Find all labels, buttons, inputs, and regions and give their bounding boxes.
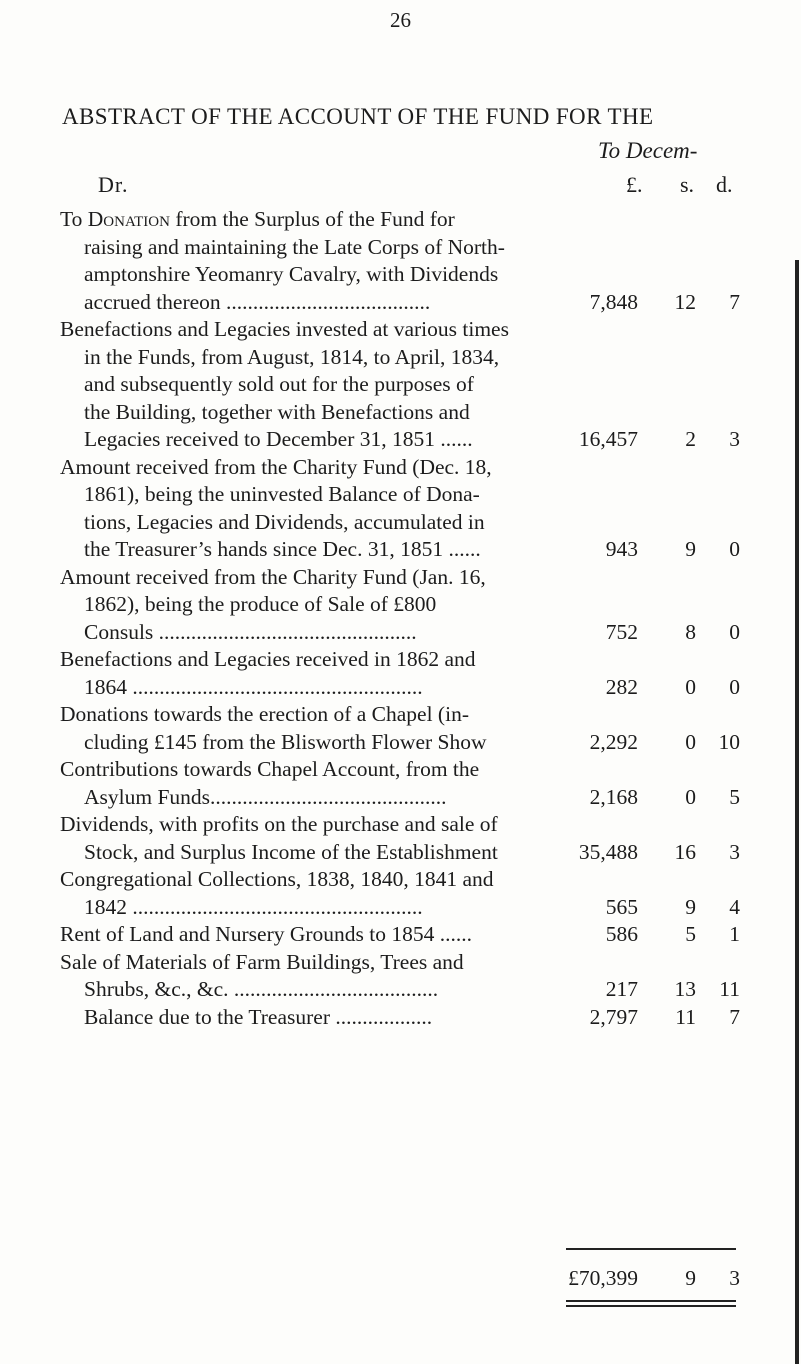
entry-amount — [60, 894, 740, 922]
entry-pounds: 35,488 — [578, 839, 638, 864]
entry-pounds: 7,848 — [589, 289, 638, 314]
entry-amount — [60, 976, 740, 1004]
entry-description-line: 1861), being the uninvested Balance of Dona- — [84, 482, 480, 506]
entry-pence: 0 — [729, 619, 740, 644]
entry-shillings: 11 — [675, 1004, 696, 1029]
entry-shillings: 0 — [685, 784, 696, 809]
account-entry — [60, 811, 740, 866]
entry-pounds: 217 — [605, 977, 638, 1001]
entry-shillings: 0 — [685, 729, 696, 754]
entry-first-line-text: Donations towards the erection of a Chapel (in- — [60, 702, 469, 726]
entry-shillings: 8 — [685, 619, 696, 644]
entry-shillings: 12 — [674, 289, 696, 314]
entry-description-line: cluding £145 from the Blisworth Flower Show — [84, 729, 487, 754]
entry-pounds: 2,797 — [589, 1004, 638, 1029]
entry-description-line — [60, 646, 560, 674]
account-entry — [60, 316, 740, 454]
entry-description-line — [60, 866, 560, 894]
entry-pence: 1 — [729, 922, 740, 946]
shillings-column-header: s. — [680, 172, 695, 197]
entry-pence: 7 — [729, 289, 740, 314]
entry-description-line: tions, Legacies and Dividends, accumulated in — [84, 509, 485, 534]
entry-pence: 3 — [729, 427, 740, 451]
total-rule-top — [566, 1248, 736, 1250]
account-entry — [60, 949, 740, 1004]
account-entry — [60, 564, 740, 647]
entry-pence: 5 — [729, 784, 740, 809]
account-entries — [60, 206, 740, 1031]
entry-description-line: amptonshire Yeomanry Cavalry, with Dividends — [84, 262, 499, 286]
entry-pence: 0 — [729, 674, 740, 699]
entry-description-line: Asylum Funds............................................ — [84, 784, 447, 809]
entry-pounds: 16,457 — [578, 427, 638, 451]
entry-amount — [60, 289, 740, 317]
total-pounds: £70,399 — [568, 1266, 638, 1290]
entry-description-line: Shrubs, &c., &c. ...................................... — [84, 977, 439, 1001]
entry-first-line-text: Amount received from the Charity Fund (Jan. 16, — [60, 564, 486, 589]
entry-pence: 3 — [729, 839, 740, 864]
entry-description-line — [60, 316, 560, 344]
entry-first-line-text: from the Surplus of the Fund for — [169, 207, 455, 231]
account-entry — [60, 206, 740, 316]
account-entry — [60, 454, 740, 564]
entry-pounds: 586 — [605, 922, 638, 946]
entry-pence: 7 — [729, 1004, 740, 1029]
entry-description-line: 1842 ...................................................... — [84, 894, 423, 919]
entry-description-line: accrued thereon ...................................... — [84, 289, 431, 314]
entry-description-line: Legacies received to December 31, 1851 ...... — [84, 427, 473, 451]
entry-first-line-text: Congregational Collections, 1838, 1840, 1841 and — [60, 867, 494, 891]
entry-pounds: 2,168 — [589, 784, 638, 809]
entry-description-line: 1862), being the produce of Sale of £800 — [84, 592, 437, 616]
entry-pence: 11 — [719, 977, 740, 1001]
debit-heading: Dr. — [98, 172, 129, 197]
entry-pence: 10 — [718, 729, 740, 754]
entry-description-line: Stock, and Surplus Income of the Establishment — [84, 839, 498, 864]
total-row — [560, 1266, 740, 1294]
entry-first-line-text: Dividends, with profits on the purchase and sale of — [60, 812, 498, 836]
entry-description-line — [60, 756, 560, 784]
account-entry — [60, 921, 740, 949]
title-continuation: To Decem- — [598, 138, 698, 163]
entry-description-line: the Treasurer’s hands since Dec. 31, 1851 ...... — [84, 537, 481, 561]
account-entry — [60, 701, 740, 756]
entry-lead-word: To — [60, 207, 88, 231]
total-rule-bottom — [566, 1300, 736, 1302]
entry-amount — [60, 619, 740, 647]
entry-amount — [60, 674, 740, 702]
entry-shillings: 9 — [685, 537, 696, 561]
entry-amount — [60, 536, 740, 564]
entry-pounds: 282 — [605, 674, 638, 699]
entry-description-line: raising and maintaining the Late Corps of North- — [84, 234, 505, 259]
entry-pounds: 565 — [605, 894, 638, 919]
entry-description-line: in the Funds, from August, 1814, to April, 1834, — [84, 344, 500, 369]
entry-first-line-text: Benefactions and Legacies received in 1862 and — [60, 647, 476, 671]
entry-amount — [60, 921, 740, 949]
entry-shillings: 16 — [674, 839, 696, 864]
pence-column-header: d. — [716, 172, 733, 197]
total-rule-double — [566, 1305, 736, 1307]
total-shillings: 9 — [685, 1266, 696, 1290]
entry-amount — [60, 1004, 740, 1032]
entry-amount — [60, 426, 740, 454]
account-entry — [60, 866, 740, 921]
total-pence: 3 — [729, 1266, 740, 1290]
account-entry — [60, 756, 740, 811]
entry-description-line — [60, 454, 560, 482]
entry-description-line — [60, 811, 560, 839]
entry-shillings: 13 — [674, 977, 696, 1001]
entry-amount — [60, 839, 740, 867]
entry-description-line: and subsequently sold out for the purposes of — [84, 372, 474, 396]
entry-shillings: 2 — [685, 427, 696, 451]
entry-shillings: 5 — [685, 922, 696, 946]
entry-pence: 0 — [729, 537, 740, 561]
account-entry — [60, 646, 740, 701]
account-entry — [60, 1004, 740, 1032]
entry-description-line: 1864 ...................................................... — [84, 674, 423, 699]
entry-amount — [60, 784, 740, 812]
entry-description-line — [60, 701, 560, 729]
entry-pence: 4 — [729, 894, 740, 919]
entry-first-line-text: Contributions towards Chapel Account, from the — [60, 757, 480, 781]
pounds-column-header: £. — [626, 172, 643, 197]
entry-first-line-text: Balance due to the Treasurer .................. — [84, 1004, 433, 1029]
entry-description-line — [60, 206, 560, 234]
entry-first-line-text: Rent of Land and Nursery Grounds to 1854 ...... — [60, 922, 473, 946]
entry-description-line: the Building, together with Benefactions and — [84, 399, 470, 424]
page-edge — [795, 260, 799, 1364]
entry-pounds: 943 — [605, 537, 638, 561]
entry-first-line-text: Sale of Materials of Farm Buildings, Trees and — [60, 949, 464, 974]
page-number: 26 — [390, 8, 411, 32]
entry-amount — [60, 729, 740, 757]
entry-shillings: 9 — [685, 894, 696, 919]
page-title: ABSTRACT OF THE ACCOUNT OF THE FUND FOR THE — [62, 104, 654, 129]
entry-shillings: 0 — [685, 674, 696, 699]
entry-pounds: 2,292 — [589, 729, 638, 754]
entry-first-line-text: Benefactions and Legacies invested at various times — [60, 317, 509, 341]
entry-description-line — [60, 949, 560, 977]
entry-description-line — [60, 564, 560, 592]
entry-pounds: 752 — [605, 619, 638, 644]
entry-description-line: Consuls ................................................ — [84, 619, 417, 644]
entry-lead-small-caps: Donation — [87, 207, 170, 231]
entry-first-line-text: Amount received from the Charity Fund (Dec. 18, — [60, 454, 492, 479]
